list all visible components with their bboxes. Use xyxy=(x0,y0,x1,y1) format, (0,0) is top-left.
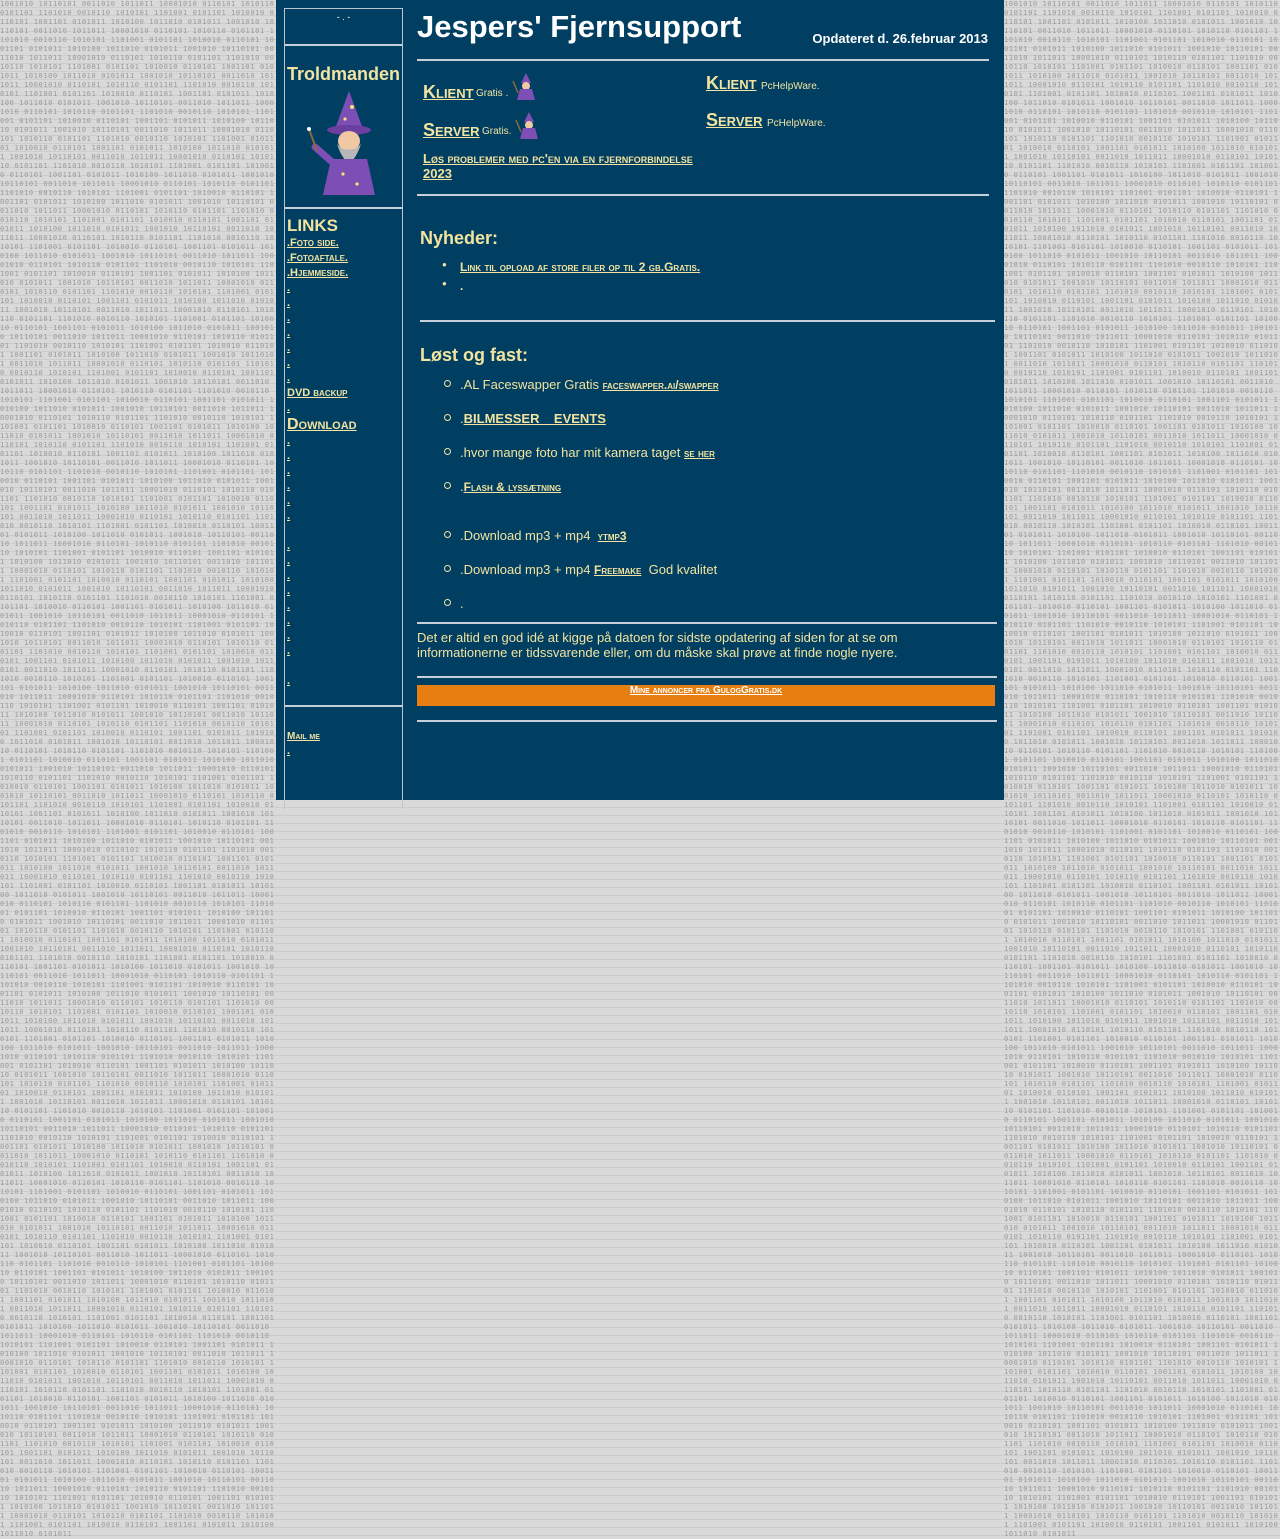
circle-bullet-icon xyxy=(444,482,451,489)
ad-bar xyxy=(417,685,995,706)
sidebar-link[interactable]: . xyxy=(287,297,291,309)
server-note: Gratis. xyxy=(482,126,512,137)
circle-bullet-icon xyxy=(444,414,451,421)
sidebar-link[interactable]: . xyxy=(287,282,291,294)
sidebar-link[interactable]: . xyxy=(287,495,291,507)
fixed-item-link[interactable]: ytmp3 xyxy=(597,529,627,543)
divider xyxy=(417,194,989,196)
sidebar-link[interactable]: . xyxy=(287,342,291,354)
fixed-item-suffix: God kvalitet xyxy=(641,562,718,577)
divider xyxy=(420,320,995,322)
circle-bullet-icon xyxy=(444,565,451,572)
info-text: Det er altid en god idé at kigge på datoen for sidste opdatering af siden for at se om informationerne er tidssvarende eller, om du måske skal prøve at finde nogle nyere. xyxy=(417,630,898,660)
circle-bullet-icon xyxy=(444,531,451,538)
sidebar-link[interactable]: .Foto side. xyxy=(287,237,339,249)
sidebar-link[interactable]: DVD backup xyxy=(287,387,348,399)
binary-background-right: 1001010 10110101 0011010 1011011 10001010 0110101 1010110 0101101 1101010 0010110 1010101 1101001 0101101 1010010 0110101 1001101 0101011 1010100 1011010 0101011 1001010 10110101 0011010 1011011 10001010 0110101 1010110 0101101 1101010 0010110 1010101 1101001 0101101 1010010 0110101 1001101 0101011 1010100 1011010 0101011 1001010 10110101 0011010 1011011 10001010 0110101 1010110 0101101 1101010 0010110 1010101 1101001 0101101 1010010 0110101 1001101 0101011 1010100 1011010 0101011 1001010 10110101 0011010 1011011 10001010 0110101 1010110 0101101 1101010 0010110 1010101 1101001 0101101 1010010 0110101 1001101 0101011 1010100 1011010 0101011 1001010 10110101 0011010 1011011 10001010 0110101 1010110 0101101 1101010 0010110 1010101 1101001 0101101 1010010 0110101 1001101 0101011 1010100 1011010 0101011 1001010 10110101 0011010 1011011 10001010 0110101 1010110 0101101 1101010 0010110 1010101 1101001 0101101 1010010 0110101 1001101 0101011 1010100 1011010 0101011 1001010 10110101 0011010 1011011 10001010 0110101 1010110 0101101 1101010 0010110 1010101 1101001 0101101 1010010 0110101 1001101 0101011 1010100 1011010 0101011 1001010 10110101 0011010 1011011 10001010 0110101 1010110 0101101 1101010 0010110 1010101 1101001 0101101 1010010 0110101 1001101 0101011 1010100 1011010 0101011 1001010 10110101 0011010 1011011 10001010 0110101 1010110 0101101 1101010 0010110 1010101 1101001 0101101 1010010 0110101 1001101 0101011 1010100 1011010 0101011 1001010 10110101 0011010 1011011 10001010 0110101 1010110 0101101 1101010 0010110 1010101 1101001 0101101 1010010 0110101 1001101 0101011 1010100 1011010 0101011 1001010 10110101 0011010 1011011 10001010 0110101 1010110 0101101 1101010 0010110 1010101 1101001 0101101 1010010 0110101 1001101 0101011 1010100 1011010 0101011 1001010 10110101 0011010 1011011 10001010 0110101 1010110 0101101 1101010 0010110 1010101 1101001 0101101 1010010 0110101 1001101 0101011 1010100 1011010 0101011 1001010 10110101 0011010 1011011 10001010 0110101 1010110 0101101 1101010 0010110 1010101 1101001 0101101 1010010 0110101 1001101 0101011 1010100 1011010 0101011 1001010 10110101 0011010 1011011 10001010 0110101 1010110 0101101 1101010 0010110 1010101 1101001 0101101 1010010 0110101 1001101 0101011 1010100 1011010 0101011 1001010 10110101 0011010 1011011 10001010 0110101 1010110 0101101 1101010 0010110 1010101 1101001 0101101 1010010 0110101 1001101 0101011 1010100 1011010 0101011 1001010 10110101 0011010 1011011 10001010 0110101 1010110 0101101 1101010 0010110 1010101 1101001 0101101 1010010 0110101 1001101 0101011 1010100 1011010 0101011 1001010 10110101 0011010 1011011 10001010 0110101 1010110 0101101 1101010 0010110 1010101 1101001 0101101 1010010 0110101 1001101 0101011 1010100 1011010 0101011 1001010 10110101 0011010 1011011 10001010 0110101 1010110 0101101 1101010 0010110 1010101 1101001 0101101 1010010 0110101 1001101 0101011 1010100 1011010 0101011 1001010 10110101 0011010 1011011 10001010 0110101 1010110 0101101 1101010 0010110 1010101 1101001 0101101 1010010 0110101 1001101 0101011 1010100 1011010 0101011 1001010 10110101 0011010 1011011 10001010 0110101 1010110 0101101 1101010 0010110 1010101 1101001 0101101 1010010 0110101 1001101 0101011 1010100 1011010 0101011 1001010 10110101 0011010 1011011 10001010 0110101 1010110 0101101 1101010 0010110 1010101 1101001 0101101 1010010 0110101 1001101 0101011 1010100 1011010 0101011 1001010 10110101 0011010 1011011 10001010 0110101 1010110 0101101 1101010 0010110 1010101 1101001 0101101 1010010 0110101 1001101 0101011 1010100 1011010 0101011 1001010 10110101 0011010 1011011 10001010 0110101 1010110 0101101 1101010 0010110 1010101 1101001 0101101 1010010 0110101 1001101 0101011 1010100 1011010 0101011 1001010 10110101 0011010 1011011 10001010 0110101 1010110 0101101 1101010 0010110 1010101 1101001 0101101 1010010 0110101 1001101 0101011 1010100 1011010 0101011 1001010 10110101 0011010 1011011 10001010 0110101 1010110 0101101 1101010 0010110 1010101 1101001 0101101 1010010 0110101 1001101 0101011 1010100 1011010 0101011 1001010 10110101 0011010 1011011 10001010 0110101 1010110 0101101 1101010 0010110 1010101 1101001 0101101 1010010 0110101 1001101 0101011 1010100 1011010 0101011 1001010 10110101 0011010 1011011 10001010 0110101 1010110 0101101 1101010 0010110 1010101 1101001 0101101 1010010 0110101 1001101 0101011 1010100 1011010 0101011 1001010 10110101 0011010 1011011 10001010 0110101 1010110 0101101 1101010 0010110 1010101 1101001 0101101 1010010 0110101 1001101 0101011 1010100 1011010 0101011 1001010 10110101 0011010 1011011 10001010 0110101 1010110 0101101 1101010 0010110 1010101 1101001 0101101 1010010 0110101 1001101 0101011 1010100 1011010 0101011 1001010 10110101 0011010 1011011 10001010 0110101 1010110 0101101 1101010 0010110 1010101 1101001 0101101 1010010 0110101 1001101 0101011 1010100 1011010 0101011 1001010 10110101 0011010 1011011 10001010 0110101 1010110 0101101 1101010 0010110 1010101 1101001 0101101 1010010 0110101 1001101 0101011 1010100 1011010 0101011 1001010 10110101 0011010 1011011 10001010 0110101 1010110 0101101 1101010 0010110 1010101 1101001 0101101 1010010 0110101 1001101 0101011 1010100 1011010 0101011 1001010 10110101 0011010 1011011 10001010 0110101 1010110 0101101 1101010 0010110 1010101 1101001 0101101 1010010 0110101 1001101 0101011 1010100 1011010 0101011 1001010 10110101 0011010 1011011 10001010 0110101 1010110 0101101 1101010 0010110 1010101 1101001 0101101 1010010 0110101 1001101 0101011 1010100 1011010 0101011 1001010 10110101 0011010 1011011 10001010 0110101 1010110 0101101 1101010 0010110 1010101 1101001 0101101 1010010 0110101 1001101 0101011 1010100 1011010 0101011 1001010 10110101 0011010 1011011 10001010 0110101 1010110 0101101 1101010 0010110 1010101 1101001 0101101 1010010 0110101 1001101 0101011 1010100 1011010 0101011 1001010 10110101 0011010 1011011 10001010 0110101 1010110 0101101 1101010 0010110 1010101 1101001 0101101 1010010 0110101 1001101 0101011 1010100 1011010 0101011 1001010 10110101 0011010 1011011 10001010 0110101 1010110 0101101 1101010 0010110 1010101 1101001 0101101 1010010 0110101 1001101 0101011 1010100 1011010 0101011 1001010 10110101 0011010 1011011 10001010 0110101 1010110 0101101 1101010 0010110 1010101 1101001 0101101 1010010 0110101 1001101 0101011 1010100 1011010 0101011 1001010 10110101 0011010 1011011 10001010 0110101 1010110 0101101 1101010 0010110 1010101 1101001 0101101 1010010 0110101 1001101 0101011 1010100 1011010 0101011 1001010 10110101 0011010 1011011 10001010 0110101 1010110 0101101 1101010 0010110 1010101 1101001 0101101 1010010 0110101 1001101 0101011 1010100 1011010 0101011 1001010 10110101 0011010 1011011 10001010 0110101 1010110 0101101 1101010 0010110 1010101 1101001 0101101 1010010 0110101 1001101 0101011 1010100 1011010 0101011 1001010 10110101 0011010 1011011 10001010 0110101 1010110 0101101 1101010 0010110 1010101 1101001 0101101 1010010 0110101 1001101 0101011 1010100 1011010 0101011 1001010 10110101 0011010 1011011 10001010 0110101 1010110 0101101 1101010 0010110 1010101 1101001 0101101 1010010 0110101 1001101 0101011 1010100 1011010 0101011 1001010 10110101 0011010 1011011 10001010 0110101 1010110 0101101 1101010 0010110 1010101 1101001 0101101 1010010 0110101 1001101 0101011 1010100 1011010 0101011 1001010 10110101 0011010 1011011 10001010 0110101 1010110 0101101 1101010 0010110 1010101 1101001 0101101 1010010 0110101 1001101 0101011 1010100 1011010 0101011 1001010 10110101 0011010 1011011 10001010 0110101 1010110 0101101 1101010 0010110 1010101 1101001 0101101 1010010 0110101 1001101 0101011 1010100 1011010 0101011 1001010 10110101 0011010 1011011 10001010 0110101 1010110 0101101 1101010 0010110 1010101 1101001 0101101 1010010 0110101 1001101 0101011 1010100 1011010 0101011 1001010 10110101 0011010 1011011 10001010 0110101 1010110 0101101 1101010 0010110 1010101 1101001 0101101 1010010 0110101 1001101 0101011 1010100 1011010 0101011 1001010 10110101 0011010 1011011 10001010 0110101 1010110 0101101 1101010 0010110 1010101 1101001 0101101 1010010 0110101 1001101 0101011 1010100 1011010 0101011 1001010 10110101 0011010 1011011 10001010 0110101 1010110 0101101 1101010 0010110 1010101 1101001 0101101 1010010 0110101 1001101 0101011 1010100 1011010 0101011 1001010 10110101 0011010 1011011 10001010 0110101 1010110 0101101 1101010 0010110 1010101 1101001 0101101 1010010 0110101 1001101 0101011 1010100 1011010 0101011 1001010 10110101 0011010 1011011 10001010 0110101 1010110 0101101 1101010 0010110 1010101 1101001 0101101 1010010 0110101 1001101 0101011 1010100 1011010 0101011 1001010 10110101 0011010 1011011 10001010 0110101 1010110 0101101 1101010 0010110 1010101 1101001 0101101 1010010 0110101 1001101 0101011 1010100 1011010 0101011 1001010 10110101 0011010 1011011 10001010 0110101 1010110 0101101 1101010 0010110 1010101 1101001 0101101 1010010 0110101 1001101 0101011 1010100 1011010 0101011 1001010 10110101 0011010 1011011 10001010 0110101 1010110 0101101 1101010 0010110 1010101 1101001 0101101 1010010 0110101 1001101 0101011 1010100 1011010 0101011 1001010 10110101 0011010 1011011 10001010 0110101 1010110 0101101 1101010 0010110 1010101 1101001 0101101 1010010 0110101 1001101 0101011 1010100 1011010 0101011 1001010 10110101 0011010 1011011 10001010 0110101 1010110 0101101 1101010 0010110 1010101 1101001 0101101 1010010 0110101 1001101 0101011 1010100 1011010 0101011 1001010 10110101 0011010 1011011 10001010 0110101 1010110 0101101 1101010 0010110 1010101 1101001 0101101 1010010 0110101 1001101 0101011 1010100 1011010 0101011 1001010 10110101 0011010 1011011 10001010 0110101 1010110 0101101 1101010 0010110 1010101 1101001 0101101 1010010 0110101 1001101 0101011 1010100 1011010 0101011 xyxy=(1004,0,1279,1538)
ad-link[interactable]: Mine annoncer fra GulogGratis.dk xyxy=(629,685,783,696)
divider xyxy=(417,720,997,722)
sidebar-link[interactable]: . xyxy=(287,615,291,627)
fixed-item-text: .Download mp3 + mp4 xyxy=(460,562,595,577)
fixed-item-link[interactable]: Flash & lyssætning xyxy=(463,480,562,494)
support-right xyxy=(706,73,826,131)
sidebar-link[interactable]: . xyxy=(287,450,291,462)
sidebar-link[interactable]: . xyxy=(287,555,291,567)
sidebar-link[interactable]: . xyxy=(287,312,291,324)
fixed-item-text: . xyxy=(460,479,464,494)
sidebar-link[interactable]: . xyxy=(287,585,291,597)
fixed-list-item xyxy=(460,528,627,543)
sidebar-link[interactable]: . xyxy=(287,600,291,612)
page-title: Jespers' Fjernsupport xyxy=(417,9,742,44)
fixed-list-item xyxy=(460,411,606,426)
header-divider xyxy=(417,59,989,61)
links-heading: LINKS xyxy=(287,216,338,235)
client-row xyxy=(423,73,703,110)
mail-me-link[interactable]: Mail me xyxy=(287,731,320,742)
sidebar-link[interactable]: . xyxy=(287,327,291,339)
divider xyxy=(417,676,997,678)
sidebar-link[interactable]: .Fotoaftale. xyxy=(287,252,348,264)
sidebar-link[interactable]: . xyxy=(287,372,291,384)
news-item-upload-link[interactable]: ● Link til opload af store filer op til 2 gb.Gratis. xyxy=(460,260,700,274)
fixed-item-link[interactable]: Freemake xyxy=(594,563,642,577)
sidebar-link[interactable]: . xyxy=(287,630,291,642)
binary-background-left: 1001010 10110101 0011010 1011011 10001010 0110101 1010110 0101101 1101010 0010110 1010101 1101001 0101101 1010010 0110101 1001101 0101011 1010100 1011010 0101011 1001010 10110101 0011010 1011011 10001010 0110101 1010110 0101101 1101010 0010110 1010101 1101001 0101101 1010010 0110101 1001101 0101011 1010100 1011010 0101011 1001010 10110101 0011010 1011011 10001010 0110101 1010110 0101101 1101010 0010110 1010101 1101001 0101101 1010010 0110101 1001101 0101011 1010100 1011010 0101011 1001010 10110101 0011010 1011011 10001010 0110101 1010110 0101101 1101010 0010110 1010101 1101001 0101101 1010010 0110101 1001101 0101011 1010100 1011010 0101011 1001010 10110101 0011010 1011011 10001010 0110101 1010110 0101101 1101010 0010110 1010101 1101001 0101101 1010010 0110101 1001101 0101011 1010100 1011010 0101011 1001010 10110101 0011010 1011011 10001010 0110101 1010110 0101101 1101010 0010110 1010101 1101001 0101101 1010010 0110101 1001101 0101011 1010100 1011010 0101011 1001010 10110101 0011010 1011011 10001010 0110101 1010110 0101101 1101010 0010110 1010101 1101001 0101101 1010010 0110101 1001101 0101011 1010100 1011010 0101011 1001010 10110101 0011010 1011011 10001010 0110101 1010110 0101101 1101010 0010110 1010101 1101001 0101101 1010010 0110101 1001101 0101011 1010100 1011010 0101011 1001010 10110101 0011010 1011011 10001010 0110101 1010110 0101101 1101010 0010110 1010101 1101001 0101101 1010010 0110101 1001101 0101011 1010100 1011010 0101011 1001010 10110101 0011010 1011011 10001010 0110101 1010110 0101101 1101010 0010110 1010101 1101001 0101101 1010010 0110101 1001101 0101011 1010100 1011010 0101011 1001010 10110101 0011010 1011011 10001010 0110101 1010110 0101101 1101010 0010110 1010101 1101001 0101101 1010010 0110101 1001101 0101011 1010100 1011010 0101011 1001010 10110101 0011010 1011011 10001010 0110101 1010110 0101101 1101010 0010110 1010101 1101001 0101101 1010010 0110101 1001101 0101011 1010100 1011010 0101011 1001010 10110101 0011010 1011011 10001010 0110101 1010110 0101101 1101010 0010110 1010101 1101001 0101101 1010010 0110101 1001101 0101011 1010100 1011010 0101011 1001010 10110101 0011010 1011011 10001010 0110101 1010110 0101101 1101010 0010110 1010101 1101001 0101101 1010010 0110101 1001101 0101011 1010100 1011010 0101011 1001010 10110101 0011010 1011011 10001010 0110101 1010110 0101101 1101010 0010110 1010101 1101001 0101101 1010010 0110101 1001101 0101011 1010100 1011010 0101011 1001010 10110101 0011010 1011011 10001010 0110101 1010110 0101101 1101010 0010110 1010101 1101001 0101101 1010010 0110101 1001101 0101011 1010100 1011010 0101011 1001010 10110101 0011010 1011011 10001010 0110101 1010110 0101101 1101010 0010110 1010101 1101001 0101101 1010010 0110101 1001101 0101011 1010100 1011010 0101011 1001010 10110101 0011010 1011011 10001010 0110101 1010110 0101101 1101010 0010110 1010101 1101001 0101101 1010010 0110101 1001101 0101011 1010100 1011010 0101011 1001010 10110101 0011010 1011011 10001010 0110101 1010110 0101101 1101010 0010110 1010101 1101001 0101101 1010010 0110101 1001101 0101011 1010100 1011010 0101011 1001010 10110101 0011010 1011011 10001010 0110101 1010110 0101101 1101010 0010110 1010101 1101001 0101101 1010010 0110101 1001101 0101011 1010100 1011010 0101011 1001010 10110101 0011010 1011011 10001010 0110101 1010110 0101101 1101010 0010110 1010101 1101001 0101101 1010010 0110101 1001101 0101011 1010100 1011010 0101011 1001010 10110101 0011010 1011011 10001010 0110101 1010110 0101101 1101010 0010110 1010101 1101001 0101101 1010010 0110101 1001101 0101011 1010100 1011010 0101011 1001010 10110101 0011010 1011011 10001010 0110101 1010110 0101101 1101010 0010110 1010101 1101001 0101101 1010010 0110101 1001101 0101011 1010100 1011010 0101011 1001010 10110101 0011010 1011011 10001010 0110101 1010110 0101101 1101010 0010110 1010101 1101001 0101101 1010010 0110101 1001101 0101011 1010100 1011010 0101011 1001010 10110101 0011010 1011011 10001010 0110101 1010110 0101101 1101010 0010110 1010101 1101001 0101101 1010010 0110101 1001101 0101011 1010100 1011010 0101011 1001010 10110101 0011010 1011011 10001010 0110101 1010110 0101101 1101010 0010110 1010101 1101001 0101101 1010010 0110101 1001101 0101011 1010100 1011010 0101011 1001010 10110101 0011010 1011011 10001010 0110101 1010110 0101101 1101010 0010110 1010101 1101001 0101101 1010010 0110101 1001101 0101011 1010100 1011010 0101011 1001010 10110101 0011010 1011011 10001010 0110101 1010110 0101101 1101010 0010110 1010101 1101001 0101101 1010010 0110101 1001101 0101011 1010100 1011010 0101011 1001010 10110101 0011010 1011011 10001010 0110101 1010110 0101101 1101010 0010110 1010101 1101001 0101101 1010010 0110101 1001101 0101011 1010100 1011010 0101011 1001010 10110101 0011010 1011011 10001010 0110101 1010110 0101101 1101010 0010110 1010101 1101001 0101101 1010010 0110101 1001101 0101011 1010100 1011010 0101011 1001010 10110101 0011010 1011011 10001010 0110101 1010110 0101101 1101010 0010110 1010101 1101001 0101101 1010010 0110101 1001101 0101011 1010100 1011010 0101011 1001010 10110101 0011010 1011011 10001010 0110101 1010110 0101101 1101010 0010110 1010101 1101001 0101101 1010010 0110101 1001101 0101011 1010100 1011010 0101011 1001010 10110101 0011010 1011011 10001010 0110101 1010110 0101101 1101010 0010110 1010101 1101001 0101101 1010010 0110101 1001101 0101011 1010100 1011010 0101011 1001010 10110101 0011010 1011011 10001010 0110101 1010110 0101101 1101010 0010110 1010101 1101001 0101101 1010010 0110101 1001101 0101011 1010100 1011010 0101011 1001010 10110101 0011010 1011011 10001010 0110101 1010110 0101101 1101010 0010110 1010101 1101001 0101101 1010010 0110101 1001101 0101011 1010100 1011010 0101011 1001010 10110101 0011010 1011011 10001010 0110101 1010110 0101101 1101010 0010110 1010101 1101001 0101101 1010010 0110101 1001101 0101011 1010100 1011010 0101011 1001010 10110101 0011010 1011011 10001010 0110101 1010110 0101101 1101010 0010110 1010101 1101001 0101101 1010010 0110101 1001101 0101011 1010100 1011010 0101011 1001010 10110101 0011010 1011011 10001010 0110101 1010110 0101101 1101010 0010110 1010101 1101001 0101101 1010010 0110101 1001101 0101011 1010100 1011010 0101011 1001010 10110101 0011010 1011011 10001010 0110101 1010110 0101101 1101010 0010110 1010101 1101001 0101101 1010010 0110101 1001101 0101011 1010100 1011010 0101011 1001010 10110101 0011010 1011011 10001010 0110101 1010110 0101101 1101010 0010110 1010101 1101001 0101101 1010010 0110101 1001101 0101011 1010100 1011010 0101011 1001010 10110101 0011010 1011011 10001010 0110101 1010110 0101101 1101010 0010110 1010101 1101001 0101101 1010010 0110101 1001101 0101011 1010100 1011010 0101011 1001010 10110101 0011010 1011011 10001010 0110101 1010110 0101101 1101010 0010110 1010101 1101001 0101101 1010010 0110101 1001101 0101011 1010100 1011010 0101011 1001010 10110101 0011010 1011011 10001010 0110101 1010110 0101101 1101010 0010110 1010101 1101001 0101101 1010010 0110101 1001101 0101011 1010100 1011010 0101011 1001010 10110101 0011010 1011011 10001010 0110101 1010110 0101101 1101010 0010110 1010101 1101001 0101101 1010010 0110101 1001101 0101011 1010100 1011010 0101011 1001010 10110101 0011010 1011011 10001010 0110101 1010110 0101101 1101010 0010110 1010101 1101001 0101101 1010010 0110101 1001101 0101011 1010100 1011010 0101011 1001010 10110101 0011010 1011011 10001010 0110101 1010110 0101101 1101010 0010110 1010101 1101001 0101101 1010010 0110101 1001101 0101011 1010100 1011010 0101011 1001010 10110101 0011010 1011011 10001010 0110101 1010110 0101101 1101010 0010110 1010101 1101001 0101101 1010010 0110101 1001101 0101011 1010100 1011010 0101011 1001010 10110101 0011010 1011011 10001010 0110101 1010110 0101101 1101010 0010110 1010101 1101001 0101101 1010010 0110101 1001101 0101011 1010100 1011010 0101011 1001010 10110101 0011010 1011011 10001010 0110101 1010110 0101101 1101010 0010110 1010101 1101001 0101101 1010010 0110101 1001101 0101011 1010100 1011010 0101011 1001010 10110101 0011010 1011011 10001010 0110101 1010110 0101101 1101010 0010110 1010101 1101001 0101101 1010010 0110101 1001101 0101011 1010100 1011010 0101011 1001010 10110101 0011010 1011011 10001010 0110101 1010110 0101101 1101010 0010110 1010101 1101001 0101101 1010010 0110101 1001101 0101011 1010100 1011010 0101011 1001010 10110101 0011010 1011011 10001010 0110101 1010110 0101101 1101010 0010110 1010101 1101001 0101101 1010010 0110101 1001101 0101011 1010100 1011010 0101011 1001010 10110101 0011010 1011011 10001010 0110101 1010110 0101101 1101010 0010110 1010101 1101001 0101101 1010010 0110101 1001101 0101011 1010100 1011010 0101011 1001010 10110101 0011010 1011011 10001010 0110101 1010110 0101101 1101010 0010110 1010101 1101001 0101101 1010010 0110101 1001101 0101011 1010100 1011010 0101011 1001010 10110101 0011010 1011011 10001010 0110101 1010110 0101101 1101010 0010110 1010101 1101001 0101101 1010010 0110101 1001101 0101011 1010100 1011010 0101011 1001010 10110101 0011010 1011011 10001010 0110101 1010110 0101101 1101010 0010110 1010101 1101001 0101101 1010010 0110101 1001101 0101011 1010100 1011010 0101011 1001010 10110101 0011010 1011011 10001010 0110101 1010110 0101101 1101010 0010110 1010101 1101001 0101101 1010010 0110101 1001101 0101011 1010100 1011010 0101011 1001010 10110101 0011010 1011011 10001010 0110101 1010110 0101101 1101010 0010110 1010101 1101001 0101101 1010010 0110101 1001101 0101011 1010100 1011010 0101011 1001010 10110101 0011010 1011011 10001010 0110101 1010110 0101101 1101010 0010110 1010101 1101001 0101101 1010010 0110101 1001101 0101011 1010100 1011010 0101011 1001010 10110101 0011010 1011011 10001010 0110101 1010110 0101101 1101010 0010110 1010101 1101001 0101101 1010010 0110101 1001101 0101011 1010100 1011010 0101011 xyxy=(0,0,275,1538)
sidebar-link[interactable]: . xyxy=(287,465,291,477)
fixed-list-item xyxy=(460,377,719,392)
fixed-item-link[interactable]: BILMESSER EVENTS xyxy=(463,411,606,426)
fixed-item-text: .AL Faceswapper Gratis xyxy=(460,377,603,392)
problems-link[interactable]: Løs problemer med pc'en via en fjernforbindelse 2023 xyxy=(423,151,693,181)
server-row xyxy=(423,110,703,147)
pchelpware-server-note: PcHelpWare. xyxy=(767,118,826,129)
sidebar-title: Troldmanden xyxy=(287,64,401,84)
sidebar-top-text: - . - xyxy=(285,9,402,46)
pchelpware-client-link[interactable]: Klient xyxy=(706,73,757,93)
fixed-heading: Løst og fast: xyxy=(420,345,528,365)
news-item: ● . xyxy=(460,279,463,293)
fixed-item-text: .Download mp3 + mp4 xyxy=(460,528,598,543)
sidebar-link[interactable]: . xyxy=(287,540,291,552)
wizard-small-icon xyxy=(514,112,544,139)
support-left xyxy=(423,73,703,181)
client-note: Gratis . xyxy=(476,88,509,99)
sidebar-link[interactable]: . xyxy=(287,675,291,687)
divider xyxy=(417,622,997,624)
sidebar-link[interactable]: . xyxy=(287,570,291,582)
sidebar-link[interactable]: . xyxy=(287,480,291,492)
fixed-list-item xyxy=(460,479,561,494)
pchelpware-server-link[interactable]: Server xyxy=(706,110,763,130)
sidebar-links xyxy=(285,236,402,689)
client-link[interactable]: Klient xyxy=(423,82,474,102)
fixed-list-item xyxy=(460,445,715,460)
fixed-item-link[interactable]: se her xyxy=(684,446,715,460)
sidebar-link[interactable]: . xyxy=(287,357,291,369)
sidebar-link[interactable]: . xyxy=(287,510,291,522)
sidebar-link[interactable]: .Hjemmeside. xyxy=(287,267,349,279)
fixed-item-link[interactable]: faceswapper.ai/swapper xyxy=(602,378,719,392)
circle-bullet-icon xyxy=(444,448,451,455)
circle-bullet-icon xyxy=(444,380,451,387)
sidebar xyxy=(284,8,403,809)
sidebar-link[interactable]: . xyxy=(287,645,291,657)
fixed-list-item xyxy=(460,562,717,577)
circle-bullet-icon xyxy=(444,599,451,606)
server-link[interactable]: Server xyxy=(423,120,480,140)
page-container xyxy=(276,0,1004,800)
updated-date: Opdateret d. 26.februar 2013 xyxy=(812,31,988,46)
news-heading: Nyheder: xyxy=(420,228,499,248)
wizard-small-icon xyxy=(511,73,541,100)
pchelpware-client-note: PcHelpWare. xyxy=(761,81,820,92)
sidebar-link[interactable]: . xyxy=(287,435,291,447)
fixed-item-text: .hvor mange foto har mit kamera taget xyxy=(460,445,684,460)
sidebar-link[interactable]: . xyxy=(287,402,291,414)
sidebar-link[interactable]: Download xyxy=(287,416,357,433)
fixed-item-text: . xyxy=(460,596,464,611)
wizard-image xyxy=(305,89,385,197)
sidebar-bottom-link[interactable]: . xyxy=(287,745,291,757)
fixed-list-item xyxy=(460,596,464,611)
fixed-item-text: . xyxy=(460,411,464,426)
